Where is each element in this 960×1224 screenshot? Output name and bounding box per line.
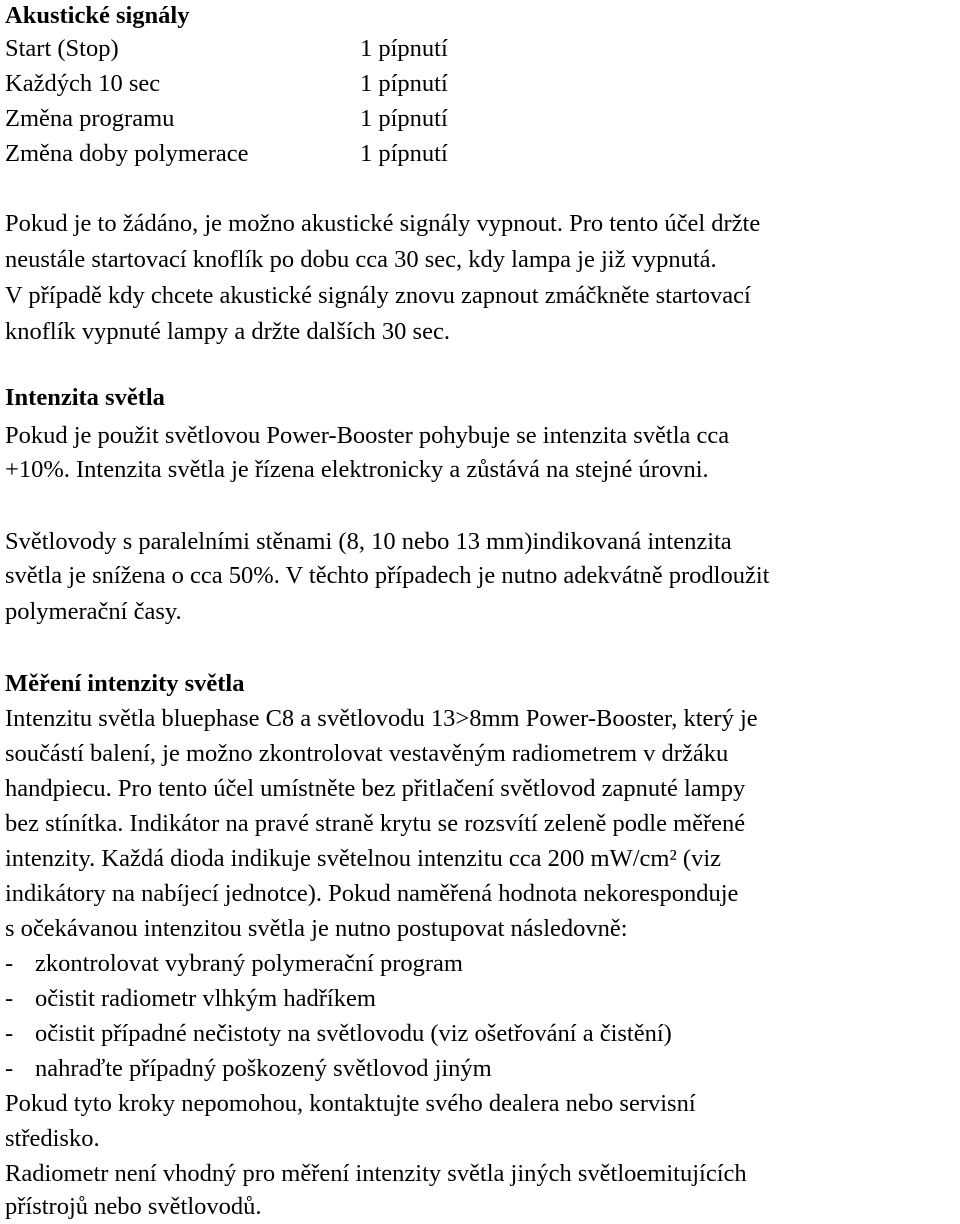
list-item-text: očistit případné nečistoty na světlovodu (viz ošetřování a čistění) (35, 1020, 672, 1047)
paragraph-line: polymerační časy. (5, 598, 182, 625)
heading-intensity-measurement: Měření intenzity světla (5, 670, 245, 697)
list-item (5, 948, 463, 980)
signal-label: Změna programu (5, 105, 175, 132)
paragraph-line: Radiometr není vhodný pro měření intenzity světla jiných světloemitujících (5, 1160, 747, 1187)
signal-value: 1 pípnutí (360, 70, 448, 97)
paragraph-line: Pokud je to žádáno, je možno akustické signály vypnout. Pro tento účel držte (5, 210, 761, 237)
signal-value: 1 pípnutí (360, 105, 448, 132)
paragraph-line: Světlovody s paralelními stěnami (8, 10 nebo 13 mm)indikovaná intenzita (5, 528, 732, 555)
paragraph-line: s očekávanou intenzitou světla je nutno postupovat následovně: (5, 915, 628, 942)
signal-value: 1 pípnutí (360, 140, 448, 167)
heading-acoustic-signals: Akustické signály (5, 2, 190, 29)
list-item-text: očistit radiometr vlhkým hadříkem (35, 985, 376, 1012)
list-dash: - (5, 1055, 14, 1082)
paragraph-line: intenzity. Každá dioda indikuje světelnou intenzitu cca 200 mW/cm² (viz (5, 845, 722, 872)
paragraph-line: knoflík vypnuté lampy a držte dalších 30 sec. (5, 318, 450, 345)
paragraph-line: přístrojů nebo světlovodů. (5, 1193, 262, 1220)
paragraph-line: bez stínítka. Indikátor na pravé straně krytu se rozsvítí zeleně podle měřené (5, 810, 746, 837)
paragraph-line: světla je snížena o cca 50%. V těchto případech je nutno adekvátně prodloužit (5, 562, 770, 589)
list-dash: - (5, 1020, 14, 1047)
paragraph-line: Pokud tyto kroky nepomohou, kontaktujte svého dealera nebo servisní (5, 1090, 696, 1117)
signal-label: Změna doby polymerace (5, 140, 249, 167)
heading-light-intensity: Intenzita světla (5, 384, 165, 411)
paragraph-line: součástí balení, je možno zkontrolovat vestavěným radiometrem v držáku (5, 740, 729, 767)
list-item (5, 983, 376, 1015)
paragraph-line: indikátory na nabíjecí jednotce). Pokud naměřená hodnota nekoresponduje (5, 880, 739, 907)
paragraph-line: Intenzitu světla bluephase C8 a světlovodu 13>8mm Power-Booster, který je (5, 705, 758, 732)
paragraph-line: handpiecu. Pro tento účel umístněte bez přitlačení světlovod zapnuté lampy (5, 775, 746, 802)
list-dash: - (5, 950, 14, 977)
paragraph-line: +10%. Intenzita světla je řízena elektronicky a zůstává na stejné úrovni. (5, 456, 709, 483)
signal-label: Každých 10 sec (5, 70, 161, 97)
paragraph-line: Pokud je použit světlovou Power-Booster pohybuje se intenzita světla cca (5, 422, 730, 449)
signal-label: Start (Stop) (5, 35, 119, 62)
paragraph-line: V případě kdy chcete akustické signály znovu zapnout zmáčkněte startovací (5, 282, 751, 309)
paragraph-line: středisko. (5, 1125, 100, 1152)
list-dash: - (5, 985, 14, 1012)
list-item-text: nahraďte případný poškozený světlovod jiným (35, 1055, 492, 1082)
signal-value: 1 pípnutí (360, 35, 448, 62)
list-item (5, 1018, 672, 1050)
paragraph-line: neustále startovací knoflík po dobu cca 30 sec, kdy lampa je již vypnutá. (5, 246, 717, 273)
list-item (5, 1053, 492, 1085)
list-item-text: zkontrolovat vybraný polymerační program (35, 950, 463, 977)
